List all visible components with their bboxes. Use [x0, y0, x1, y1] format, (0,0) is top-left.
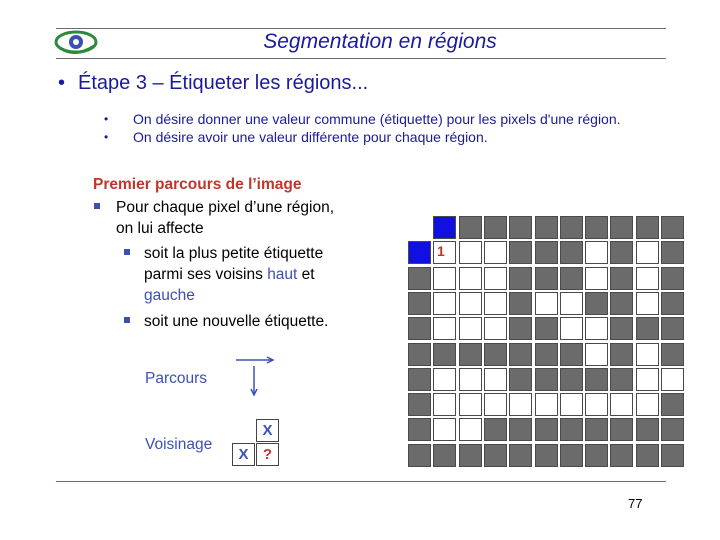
grid-pixel [661, 267, 684, 290]
grid-pixel [484, 241, 507, 264]
grid-pixel [585, 418, 608, 441]
grid-pixel [484, 418, 507, 441]
current-pixel-mark: ? [262, 446, 273, 463]
grid-pixel [535, 317, 558, 340]
sub-bullet-dot: • [104, 130, 109, 144]
grid-pixel [484, 267, 507, 290]
grid-pixel [585, 444, 608, 467]
grid-pixel [408, 393, 431, 416]
grid-pixel [560, 317, 583, 340]
grid-pixel [636, 393, 659, 416]
grid-pixel [509, 418, 532, 441]
grid-pixel [509, 216, 532, 239]
grid-pixel [433, 317, 456, 340]
grid-pixel [509, 368, 532, 391]
grid-pixel [484, 393, 507, 416]
grid-pixel [661, 292, 684, 315]
grid-pixel [560, 267, 583, 290]
grid-pixel [408, 267, 431, 290]
grid-pixel [636, 241, 659, 264]
main-bullet-dot: • [58, 72, 66, 94]
grid-pixel [459, 267, 482, 290]
grid-pixel [610, 368, 633, 391]
figure-sub-1-line-2 [144, 264, 315, 285]
grid-pixel [484, 216, 507, 239]
grid-pixel [535, 292, 558, 315]
grid-pixel [661, 241, 684, 264]
sub-bullet-2: On désire avoir une valeur différente pour chaque région. [133, 129, 488, 145]
grid-pixel [560, 393, 583, 416]
grid-pixel [636, 444, 659, 467]
grid-pixel [408, 444, 431, 467]
grid-pixel [610, 444, 633, 467]
grid-pixel [509, 343, 532, 366]
parcours-label: Parcours [145, 370, 208, 387]
neighbor-left-mark: X [238, 446, 249, 463]
main-bullet-text: Étape 3 – Étiqueter les régions... [78, 72, 369, 94]
grid-pixel [433, 343, 456, 366]
scan-direction-arrows-icon [234, 356, 276, 400]
grid-pixel [560, 292, 583, 315]
grid-pixel [408, 368, 431, 391]
grid-pixel [433, 216, 456, 239]
grid-pixel [433, 418, 456, 441]
grid-pixel [560, 368, 583, 391]
grid-pixel [408, 241, 431, 264]
grid-pixel [459, 292, 482, 315]
grid-pixel [636, 216, 659, 239]
grid-pixel [484, 368, 507, 391]
grid-pixel [535, 393, 558, 416]
grid-pixel [585, 241, 608, 264]
grid-pixel [509, 317, 532, 340]
grid-pixel [459, 343, 482, 366]
grid-pixel [433, 444, 456, 467]
grid-pixel [661, 317, 684, 340]
grid-pixel [610, 418, 633, 441]
square-bullet-icon [124, 317, 130, 323]
grid-pixel [610, 241, 633, 264]
grid-pixel [408, 317, 431, 340]
grid-pixel [459, 216, 482, 239]
grid-pixel [535, 241, 558, 264]
grid-pixel [408, 292, 431, 315]
grid-pixel [433, 368, 456, 391]
grid-label-1: 1 [437, 243, 445, 259]
eye-logo-icon [54, 28, 98, 56]
grid-pixel [408, 216, 431, 239]
grid-pixel [610, 317, 633, 340]
grid-pixel [408, 343, 431, 366]
grid-pixel [585, 317, 608, 340]
grid-pixel [560, 343, 583, 366]
page-title: Segmentation en régions [263, 30, 497, 53]
grid-pixel [636, 292, 659, 315]
figure-bullet-1-line-2: on lui affecte [116, 220, 204, 237]
grid-pixel [484, 292, 507, 315]
grid-pixel [585, 368, 608, 391]
figure-sub-2: soit une nouvelle étiquette. [144, 313, 329, 330]
grid-pixel [459, 317, 482, 340]
sub-bullet-1: On désire donner une valeur commune (étiquette) pour les pixels d'une région. [133, 111, 621, 127]
highlight-haut: haut [267, 266, 298, 283]
text-segment: et [297, 266, 315, 283]
neighbor-top-cell [256, 419, 279, 442]
grid-pixel [585, 343, 608, 366]
grid-pixel [535, 444, 558, 467]
grid-pixel [535, 418, 558, 441]
grid-pixel [661, 368, 684, 391]
grid-pixel [459, 241, 482, 264]
grid-pixel [610, 393, 633, 416]
grid-pixel [636, 343, 659, 366]
grid-pixel [636, 317, 659, 340]
grid-pixel [560, 418, 583, 441]
grid-pixel [484, 317, 507, 340]
grid-pixel [636, 267, 659, 290]
neighbor-left-cell [232, 443, 255, 466]
grid-pixel [610, 216, 633, 239]
grid-pixel [636, 368, 659, 391]
grid-pixel [661, 393, 684, 416]
grid-pixel [636, 418, 659, 441]
grid-pixel [585, 292, 608, 315]
highlight-gauche: gauche [144, 287, 195, 304]
grid-pixel [484, 343, 507, 366]
figure-sub-1-line-1: soit la plus petite étiquette [144, 245, 324, 262]
grid-pixel [661, 343, 684, 366]
neighbor-top-mark: X [262, 422, 273, 439]
grid-pixel [459, 368, 482, 391]
voisinage-label: Voisinage [145, 436, 213, 453]
grid-pixel [433, 393, 456, 416]
grid-pixel [433, 292, 456, 315]
grid-pixel [585, 216, 608, 239]
grid-pixel [509, 241, 532, 264]
square-bullet-icon [94, 203, 100, 209]
grid-pixel [661, 444, 684, 467]
grid-pixel [560, 444, 583, 467]
grid-pixel [560, 241, 583, 264]
title-rule [56, 58, 666, 59]
grid-pixel [509, 393, 532, 416]
grid-pixel [408, 418, 431, 441]
grid-pixel [610, 343, 633, 366]
grid-pixel [610, 292, 633, 315]
grid-pixel [610, 267, 633, 290]
grid-pixel [535, 216, 558, 239]
grid-pixel [535, 267, 558, 290]
grid-pixel [585, 393, 608, 416]
figure-bullet-1-line-1: Pour chaque pixel d’une région, [116, 199, 335, 216]
grid-pixel [535, 368, 558, 391]
grid-pixel [459, 393, 482, 416]
grid-pixel [585, 267, 608, 290]
grid-pixel [509, 292, 532, 315]
grid-pixel [535, 343, 558, 366]
sub-bullet-dot: • [104, 112, 109, 126]
grid-pixel [560, 216, 583, 239]
grid-pixel [484, 444, 507, 467]
grid-pixel [509, 444, 532, 467]
grid-pixel [661, 418, 684, 441]
grid-pixel [433, 267, 456, 290]
top-rule [56, 28, 666, 29]
grid-pixel [459, 444, 482, 467]
square-bullet-icon [124, 249, 130, 255]
grid-pixel [509, 267, 532, 290]
grid-pixel [661, 216, 684, 239]
figure-heading: Premier parcours de l’image [93, 176, 302, 193]
page-number: 77 [628, 496, 643, 511]
grid-pixel [459, 418, 482, 441]
footer-rule [56, 481, 666, 482]
text-segment: parmi ses voisins [144, 266, 268, 283]
current-pixel-cell [256, 443, 279, 466]
